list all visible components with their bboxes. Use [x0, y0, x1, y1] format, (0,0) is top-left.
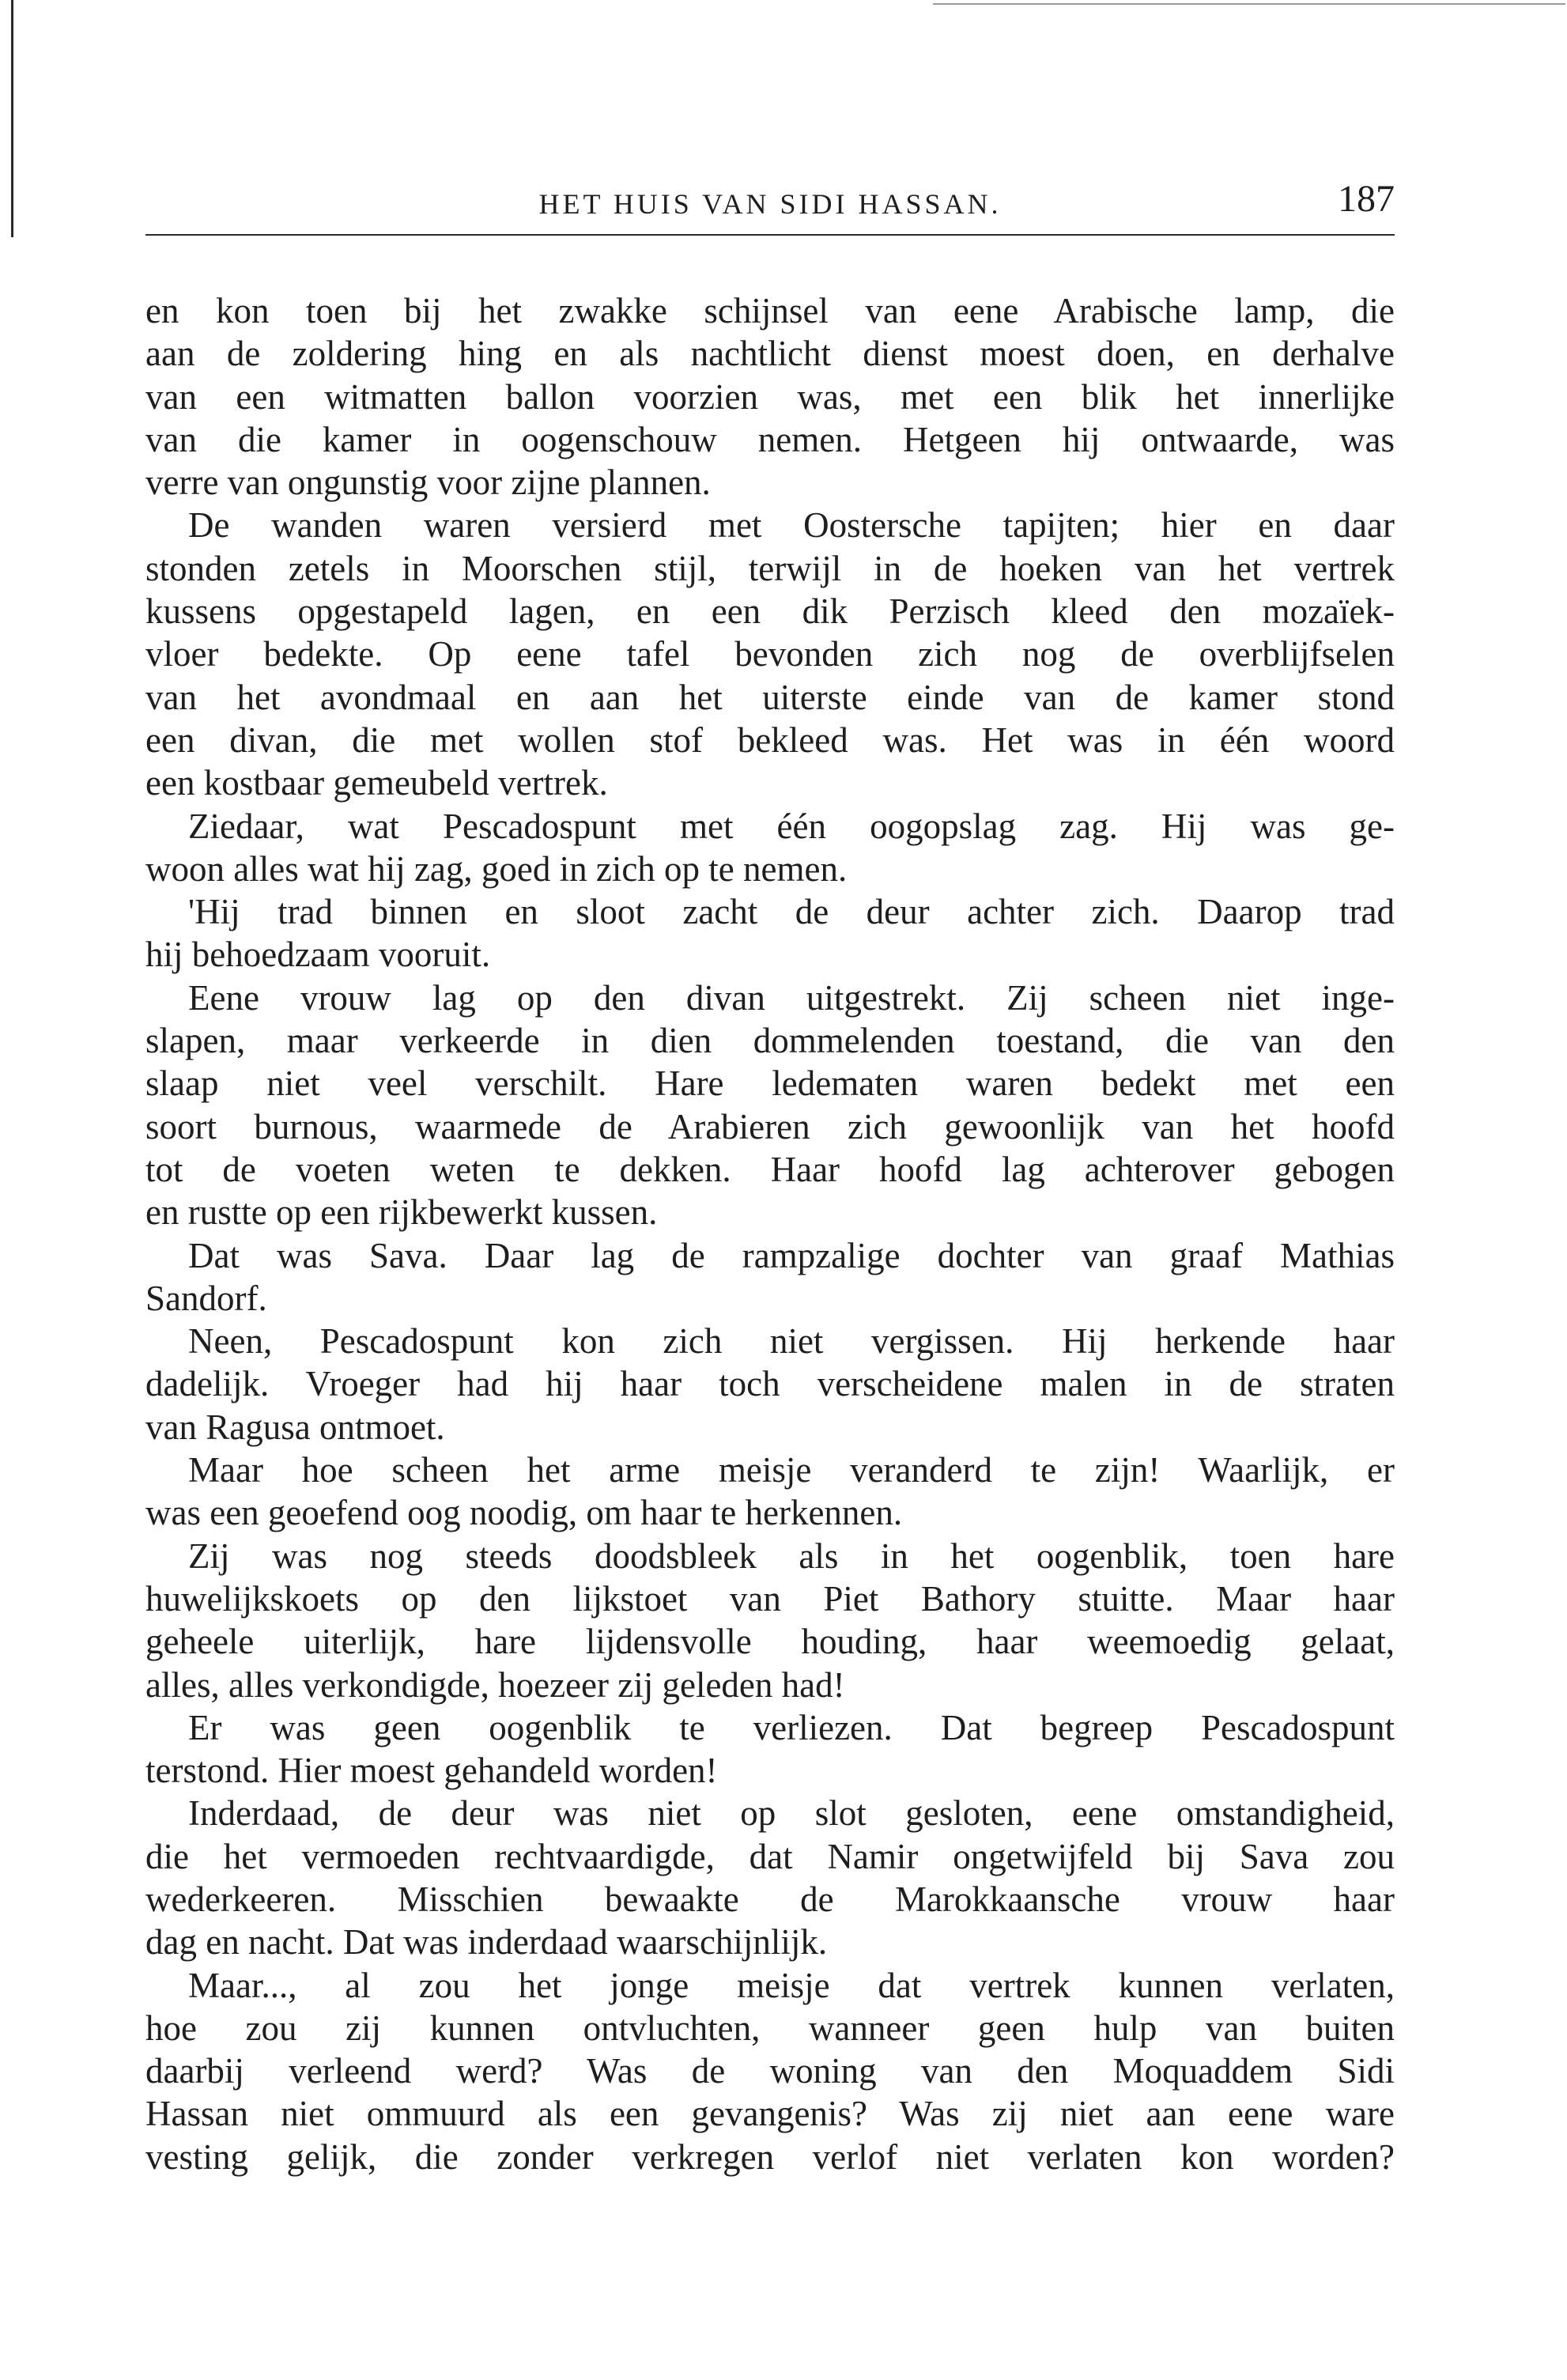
- text-line: die het vermoeden rechtvaardigde, dat Namir ongetwijfeld bij Sava zou: [145, 1836, 1395, 1876]
- header-rule: [145, 234, 1395, 236]
- text-line: van die kamer in oogenschouw nemen. Hetgeen hij ontwaarde, was: [145, 419, 1395, 459]
- running-title: HET HUIS VAN SIDI HASSAN.: [538, 188, 1002, 220]
- text-line: Neen, Pescadospunt kon zich niet vergissen. Hij herkende haar: [188, 1321, 1395, 1362]
- text-line: slapen, maar verkeerde in dien dommelenden toestand, die van den: [145, 1021, 1395, 1061]
- text-line: vesting gelijk, die zonder verkregen verlof niet verlaten kon worden?: [145, 2136, 1395, 2177]
- text-line: geheele uiterlijk, hare lijdensvolle houding, haar weemoedig gelaat,: [145, 1622, 1395, 1662]
- text-line: alles, alles verkondigde, hoezeer zij geleden had!: [145, 1664, 845, 1705]
- text-line: Eene vrouw lag op den divan uitgestrekt. Zij scheen niet inge-: [188, 977, 1395, 1018]
- text-line: huwelijkskoets op den lijkstoet van Piet Bathory stuitte. Maar haar: [145, 1578, 1395, 1619]
- text-line: van een witmatten ballon voorzien was, met een blik het innerlijke: [145, 376, 1395, 417]
- text-line: was een geoefend oog noodig, om haar te herkennen.: [145, 1493, 903, 1533]
- scan-edge-left: [11, 0, 13, 237]
- text-line: een divan, die met wollen stof bekleed was. Het was in één woord: [145, 720, 1395, 760]
- text-line: Ziedaar, wat Pescadospunt met één oogopslag zag. Hij was ge-: [188, 806, 1395, 846]
- text-line: verre van ongunstig voor zijne plannen.: [145, 463, 711, 503]
- text-line: Maar..., al zou het jonge meisje dat vertrek kunnen verlaten,: [188, 1965, 1395, 2005]
- text-line: hoe zou zij kunnen ontvluchten, wanneer geen hulp van buiten: [145, 2008, 1395, 2048]
- running-head: [145, 172, 1395, 236]
- text-line: aan de zoldering hing en als nachtlicht dienst moest doen, en derhalve: [145, 334, 1395, 374]
- text-line: daarbij verleend werd? Was de woning van den Moquaddem Sidi: [145, 2051, 1395, 2091]
- scan-edge-top: [933, 3, 1565, 5]
- text-line: vloer bedekte. Op eene tafel bevonden zich nog de overblijfselen: [145, 634, 1395, 674]
- text-line: soort burnous, waarmede de Arabieren zich gewoonlijk van het hoofd: [145, 1106, 1395, 1147]
- text-line: van Ragusa ontmoet.: [145, 1407, 445, 1447]
- text-line: dadelijk. Vroeger had hij haar toch verscheidene malen in de straten: [145, 1364, 1395, 1404]
- text-line: terstond. Hier moest gehandeld worden!: [145, 1751, 718, 1791]
- text-line: De wanden waren versierd met Oostersche tapijten; hier en daar: [188, 505, 1395, 546]
- text-line: slaap niet veel verschilt. Hare ledematen waren bedekt met een: [145, 1063, 1395, 1104]
- text-line: tot de voeten weten te dekken. Haar hoofd lag achterover gebogen: [145, 1149, 1395, 1189]
- text-line: en rustte op een rijkbewerkt kussen.: [145, 1192, 658, 1233]
- text-line: kussens opgestapeld lagen, en een dik Perzisch kleed den mozaïek-: [145, 591, 1395, 632]
- page-number: 187: [1338, 178, 1395, 220]
- text-line: Zij was nog steeds doodsbleek als in het oogenblik, toen hare: [188, 1536, 1395, 1576]
- text-line: Sandorf.: [145, 1278, 267, 1318]
- text-line: wederkeeren. Misschien bewaakte de Marokkaansche vrouw haar: [145, 1879, 1395, 1919]
- text-line: Er was geen oogenblik te verliezen. Dat begreep Pescadospunt: [188, 1707, 1395, 1747]
- text-line: Hassan niet ommuurd als een gevangenis? Was zij niet aan eene ware: [145, 2094, 1395, 2134]
- text-line: Inderdaad, de deur was niet op slot gesloten, eene omstandigheid,: [188, 1793, 1395, 1834]
- text-line: hij behoedzaam vooruit.: [145, 935, 491, 975]
- text-line: woon alles wat hij zag, goed in zich op te nemen.: [145, 848, 848, 889]
- text-line: van het avondmaal en aan het uiterste einde van de kamer stond: [145, 677, 1395, 717]
- text-line: dag en nacht. Dat was inderdaad waarschijnlijk.: [145, 1922, 828, 1963]
- text-line: en kon toen bij het zwakke schijnsel van eene Arabische lamp, die: [145, 291, 1395, 331]
- text-line: Maar hoe scheen het arme meisje veranderd te zijn! Waarlijk, er: [188, 1450, 1395, 1490]
- text-line: stonden zetels in Moorschen stijl, terwijl in de hoeken van het vertrek: [145, 548, 1395, 588]
- text-line: Dat was Sava. Daar lag de rampzalige dochter van graaf Mathias: [188, 1235, 1395, 1275]
- text-line: 'Hij trad binnen en sloot zacht de deur achter zich. Daarop trad: [188, 892, 1395, 932]
- text-line: een kostbaar gemeubeld vertrek.: [145, 763, 608, 803]
- text-body: [145, 289, 1395, 2178]
